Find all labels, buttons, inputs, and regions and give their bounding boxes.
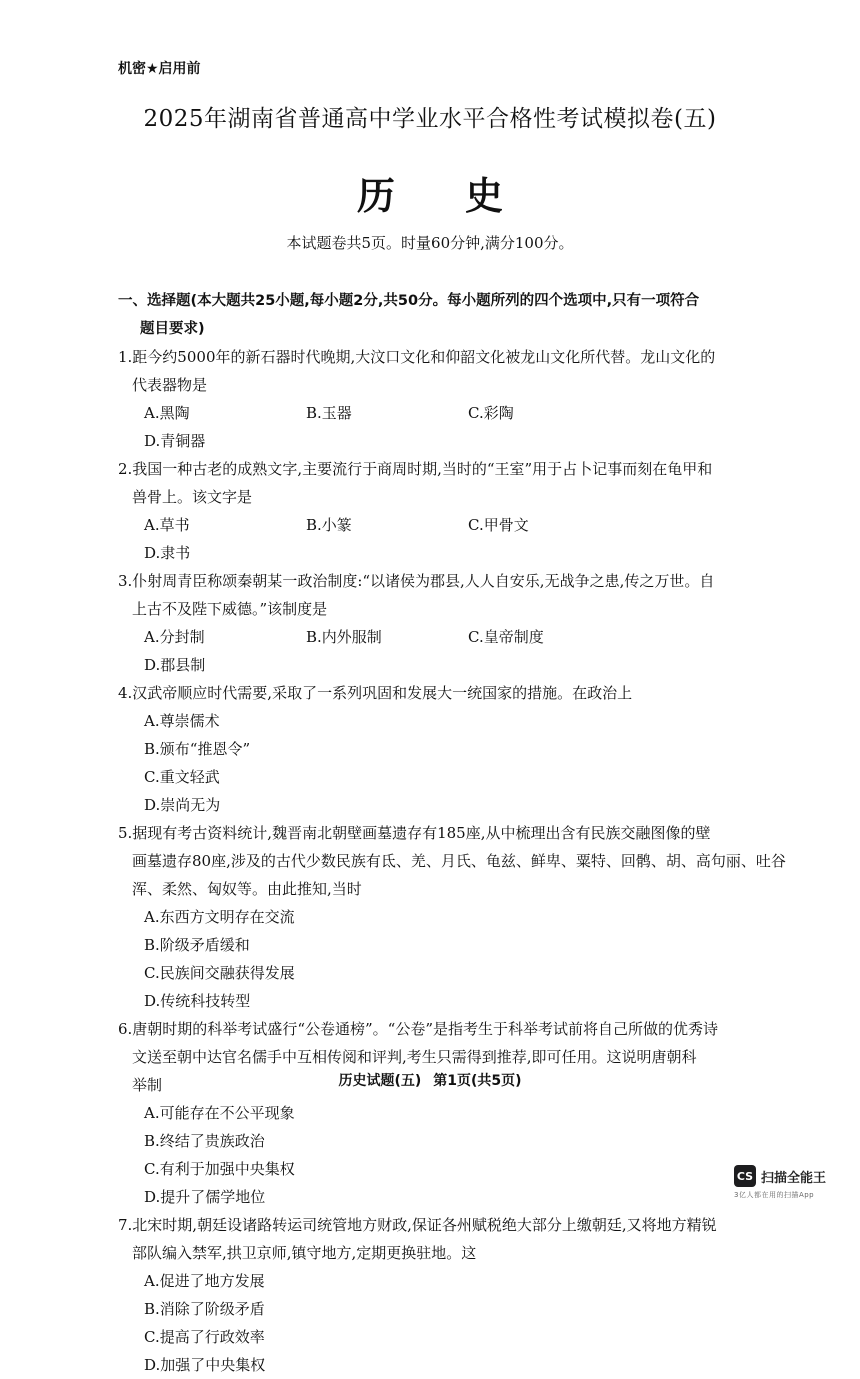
option-a: A.东西方文明存在交流 — [144, 908, 295, 926]
subject-char-2: 史 — [465, 174, 504, 218]
options — [118, 399, 786, 455]
option-b: B.终结了贵族政治 — [144, 1132, 265, 1150]
option-c: C.有利于加强中央集权 — [144, 1160, 295, 1178]
option-a: A.分封制 — [144, 628, 205, 646]
stem-line: 浑、柔然、匈奴等。由此推知,当时 — [132, 880, 362, 898]
scanner-app-name: 扫描全能王 — [761, 1170, 827, 1186]
options — [118, 707, 786, 819]
confidential-mark: 机密★启用前 — [118, 61, 201, 77]
option-c: C.皇帝制度 — [468, 628, 544, 646]
stem-line: 7.北宋时期,朝廷设诸路转运司统管地方财政,保证各州赋税绝大部分上缴朝廷,又将地方精锐 — [118, 1216, 717, 1234]
question-2 — [118, 455, 786, 567]
option-a: A.促进了地方发展 — [144, 1272, 265, 1290]
option-b: B.阶级矛盾缓和 — [144, 936, 250, 954]
subject-char-1: 历 — [356, 174, 395, 218]
question-5 — [118, 819, 786, 1015]
scanner-tagline: 3亿人都在用的扫描App — [734, 1191, 815, 1199]
options — [118, 903, 786, 1015]
question-4 — [118, 679, 786, 819]
option-b: B.小篆 — [306, 516, 352, 534]
option-a: A.黑陶 — [144, 404, 190, 422]
stem-line: 画墓遗存80座,涉及的古代少数民族有氐、羌、月氏、龟兹、鲜卑、粟特、回鹘、胡、高句丽、吐谷 — [132, 852, 786, 870]
question-1 — [118, 343, 786, 455]
option-d: D.郡县制 — [144, 656, 206, 674]
option-c: C.民族间交融获得发展 — [144, 964, 295, 982]
question-7 — [118, 1211, 786, 1379]
page-footer — [0, 1070, 860, 1090]
stem-line: 文送至朝中达官名儒手中互相传阅和评判,考生只需得到推荐,即可任用。这说明唐朝科 — [132, 1048, 697, 1066]
question-stem — [118, 455, 786, 511]
stem-line: 上古不及陛下威德。”该制度是 — [132, 600, 328, 618]
camscanner-logo-icon: CS — [734, 1165, 756, 1187]
scanner-watermark — [734, 1165, 844, 1200]
option-c: C.重文轻武 — [144, 768, 220, 786]
question-stem — [118, 819, 786, 903]
subject-title — [0, 165, 860, 220]
option-c: C.甲骨文 — [468, 516, 529, 534]
question-body — [118, 287, 786, 1379]
option-d: D.隶书 — [144, 544, 191, 562]
question-stem — [118, 1211, 786, 1267]
stem-line: 5.据现有考古资料统计,魏晋南北朝壁画墓遗存有185座,从中梳理出含有民族交融图像的壁 — [118, 824, 711, 842]
options — [118, 1099, 786, 1211]
option-d: D.传统科技转型 — [144, 992, 251, 1010]
options — [118, 511, 786, 567]
option-a: A.可能存在不公平现象 — [144, 1104, 295, 1122]
footer-subject: 历史试题(五) — [338, 1073, 422, 1089]
section-header — [118, 287, 786, 343]
stem-line: 4.汉武帝顺应时代需要,采取了一系列巩固和发展大一统国家的措施。在政治上 — [118, 684, 633, 702]
option-d: D.崇尚无为 — [144, 796, 221, 814]
option-d: D.青铜器 — [144, 432, 206, 450]
option-b: B.内外服制 — [306, 628, 382, 646]
stem-line: 兽骨上。该文字是 — [132, 488, 253, 506]
options — [118, 1267, 786, 1379]
stem-line: 举制 — [132, 1076, 163, 1094]
option-c: C.提高了行政效率 — [144, 1328, 265, 1346]
question-stem — [118, 343, 786, 399]
section-header-line-1: 一、选择题(本大题共25小题,每小题2分,共50分。每小题所列的四个选项中,只有一项符合 — [118, 293, 700, 309]
option-a: A.尊崇儒术 — [144, 712, 220, 730]
option-b: B.玉器 — [306, 404, 352, 422]
option-c: C.彩陶 — [468, 404, 514, 422]
option-d: D.加强了中央集权 — [144, 1356, 266, 1374]
exam-title: 2025年湖南省普通高中学业水平合格性考试模拟卷(五) — [143, 106, 717, 132]
footer-page-number: 第1页(共5页) — [433, 1073, 522, 1089]
question-stem — [118, 567, 786, 623]
section-header-line-2: 题目要求) — [140, 321, 205, 337]
options — [118, 623, 786, 679]
exam-info: 本试题卷共5页。时量60分钟,满分100分。 — [286, 234, 574, 252]
option-b: B.颁布“推恩令” — [144, 740, 251, 758]
option-a: A.草书 — [144, 516, 190, 534]
stem-line: 3.仆射周青臣称颂秦朝某一政治制度:“以诸侯为郡县,人人自安乐,无战争之患,传之万世。自 — [118, 572, 715, 590]
option-d: D.提升了儒学地位 — [144, 1188, 266, 1206]
option-b: B.消除了阶级矛盾 — [144, 1300, 265, 1318]
stem-line: 6.唐朝时期的科举考试盛行“公卷通榜”。“公卷”是指考生于科举考试前将自己所做的优秀诗 — [118, 1020, 718, 1038]
question-3 — [118, 567, 786, 679]
question-stem — [118, 679, 786, 707]
question-6 — [118, 1015, 786, 1211]
stem-line: 1.距今约5000年的新石器时代晚期,大汶口文化和仰韶文化被龙山文化所代替。龙山文化的 — [118, 348, 716, 366]
stem-line: 代表器物是 — [132, 376, 208, 394]
stem-line: 部队编入禁军,拱卫京师,镇守地方,定期更换驻地。这 — [132, 1244, 477, 1262]
stem-line: 2.我国一种古老的成熟文字,主要流行于商周时期,当时的“王室”用于占卜记事而刻在龟甲和 — [118, 460, 713, 478]
